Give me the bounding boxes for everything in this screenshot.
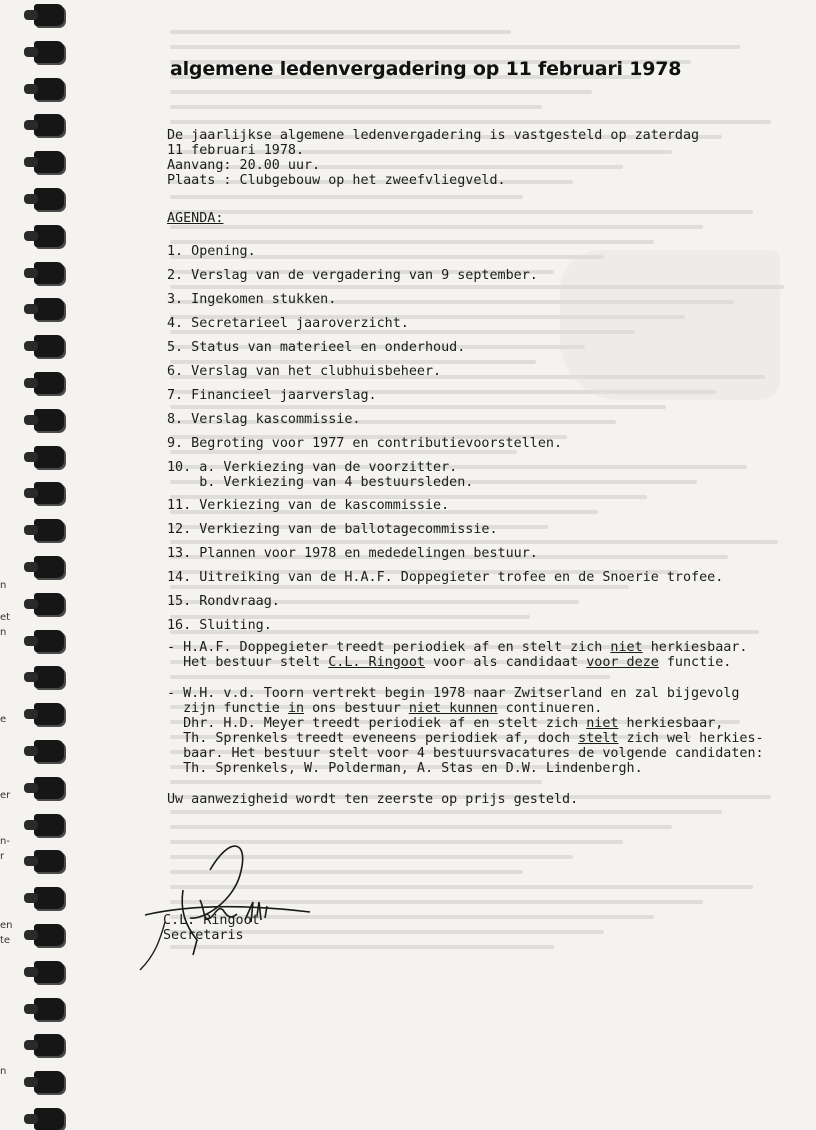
intro-block	[167, 128, 767, 188]
agenda-item: 15. Rondvraag.	[167, 594, 280, 609]
binding-ring	[34, 666, 64, 688]
note-underlined: voor deze	[586, 655, 659, 670]
agenda-item: 16. Sluiting.	[167, 618, 272, 633]
intro-line: Plaats : Clubgebouw op het zweefvliegveld.	[167, 173, 506, 188]
margin-fragment: er	[0, 790, 11, 801]
agenda-item: 4. Secretarieel jaaroverzicht.	[167, 316, 409, 331]
margin-fragment: n	[0, 580, 7, 591]
bleed-line	[170, 90, 592, 94]
margin-fragment: te	[0, 935, 11, 946]
binding-ring	[34, 1071, 64, 1093]
handwritten-signature	[135, 830, 315, 975]
binding-ring	[34, 556, 64, 578]
note-text: herkiesbaar,	[618, 716, 724, 731]
agenda-item: 5. Status van materieel en onderhoud.	[167, 340, 466, 355]
intro-line: De jaarlijkse algemene ledenvergadering is vastgesteld op zaterdag	[167, 128, 700, 143]
binding-ring	[34, 151, 64, 173]
note-underlined: C.L. Ringoot	[328, 655, 425, 670]
signatory-name: C.L. Ringoot	[163, 913, 260, 928]
margin-fragment: n-	[0, 836, 10, 847]
agenda-item: 6. Verslag van het clubhuisbeheer.	[167, 364, 442, 379]
bleed-line	[170, 45, 740, 49]
bleed-line	[170, 105, 542, 109]
note-text: - W.H. v.d. Toorn vertrekt begin 1978 naar Zwitserland en zal bijgevolg	[167, 686, 740, 701]
binding-ring	[34, 1034, 64, 1056]
binding-ring	[34, 446, 64, 468]
margin-fragment: n	[0, 1066, 7, 1077]
binding-ring	[34, 114, 64, 136]
binding-ring	[34, 777, 64, 799]
agenda-item: 12. Verkiezing van de ballotagecommissie.	[167, 522, 498, 537]
binding-ring	[34, 703, 64, 725]
agenda-item: 1. Opening.	[167, 244, 256, 259]
binding-ring	[34, 78, 64, 100]
note-doppegieter	[167, 640, 767, 670]
margin-fragment: et	[0, 612, 11, 623]
note-underlined: stelt	[578, 731, 619, 746]
margin-fragment: n	[0, 627, 7, 638]
binding-ring	[34, 887, 64, 909]
binding-ring	[34, 335, 64, 357]
agenda-item: 14. Uitreiking van de H.A.F. Doppegieter trofee en de Snoerie trofee.	[167, 570, 724, 585]
binding-ring	[34, 298, 64, 320]
note-text: Th. Sprenkels, W. Polderman, A. Stas en D.W. Lindenbergh.	[167, 761, 643, 776]
note-text: ons bestuur	[304, 701, 409, 716]
binding-ring	[34, 41, 64, 63]
board-notes	[167, 640, 767, 776]
intro-line: Aanvang: 20.00 uur.	[167, 158, 321, 173]
binding-ring	[34, 998, 64, 1020]
signatory-role: Secretaris	[163, 928, 244, 943]
binding-ring	[34, 961, 64, 983]
intro-line: 11 februari 1978.	[167, 143, 305, 158]
agenda-item: 11. Verkiezing van de kascommissie.	[167, 498, 450, 513]
agenda-list	[167, 244, 767, 642]
agenda-item: 8. Verslag kascommissie.	[167, 412, 361, 427]
binding-ring	[34, 924, 64, 946]
note-underlined: in	[287, 701, 305, 716]
binding-ring	[34, 372, 64, 394]
binding-ring	[34, 814, 64, 836]
agenda-heading: AGENDA:	[167, 211, 224, 226]
signatory	[163, 913, 260, 943]
note-text: Dhr. H.D. Meyer treedt periodiek af en stelt zich	[167, 716, 587, 731]
binding-ring	[34, 630, 64, 652]
bleed-line	[170, 30, 511, 34]
agenda-item: 10. a. Verkiezing van de voorzitter. b. Verkiezing van 4 bestuursleden.	[167, 460, 474, 490]
binding-ring	[34, 188, 64, 210]
letter-body	[167, 128, 767, 807]
margin-fragment: en	[0, 920, 13, 931]
binding-ring	[34, 4, 64, 26]
binding-ring	[34, 740, 64, 762]
note-text: zich wel herkies-	[618, 731, 764, 746]
binding-ring	[34, 225, 64, 247]
agenda-item: 7. Financieel jaarverslag.	[167, 388, 377, 403]
page-title: algemene ledenvergadering op 11 februari 1978	[170, 58, 682, 80]
note-toorn	[167, 686, 767, 776]
note-text: Het bestuur stelt	[167, 655, 329, 670]
agenda-item: 13. Plannen voor 1978 en mededelingen bestuur.	[167, 546, 538, 561]
binding-ring	[34, 262, 64, 284]
margin-fragment: e	[0, 714, 7, 725]
binding-ring	[34, 482, 64, 504]
bleed-line	[170, 810, 722, 814]
margin-fragment: r	[0, 851, 5, 862]
binding-ring	[34, 409, 64, 431]
note-text: Th. Sprenkels treedt eveneens periodiek af, doch	[167, 731, 579, 746]
spiral-binding	[28, 0, 78, 1123]
note-text: functie.	[658, 655, 732, 670]
binding-ring	[34, 850, 64, 872]
note-text: zijn functie	[167, 701, 288, 716]
closing-line: Uw aanwezigheid wordt ten zeerste op prijs gesteld.	[167, 792, 579, 807]
note-text: continueren.	[497, 701, 603, 716]
note-text: baar. Het bestuur stelt voor 4 bestuursvacatures de volgende candidaten:	[167, 746, 764, 761]
note-text: herkiesbaar.	[642, 640, 748, 655]
agenda-item: 9. Begroting voor 1977 en contributievoorstellen.	[167, 436, 563, 451]
agenda-item: 2. Verslag van de vergadering van 9 september.	[167, 268, 538, 283]
agenda-item: 3. Ingekomen stukken.	[167, 292, 337, 307]
note-text: voor als candidaat	[425, 655, 587, 670]
note-underlined: niet	[610, 640, 643, 655]
note-underlined: niet kunnen	[408, 701, 498, 716]
binding-ring	[34, 593, 64, 615]
bleed-line	[170, 825, 672, 829]
bleed-line	[170, 120, 771, 124]
binding-ring	[34, 1108, 64, 1130]
note-text: - H.A.F. Doppegieter treedt periodiek af en stelt zich	[167, 640, 611, 655]
binding-ring	[34, 519, 64, 541]
note-underlined: niet	[586, 716, 619, 731]
